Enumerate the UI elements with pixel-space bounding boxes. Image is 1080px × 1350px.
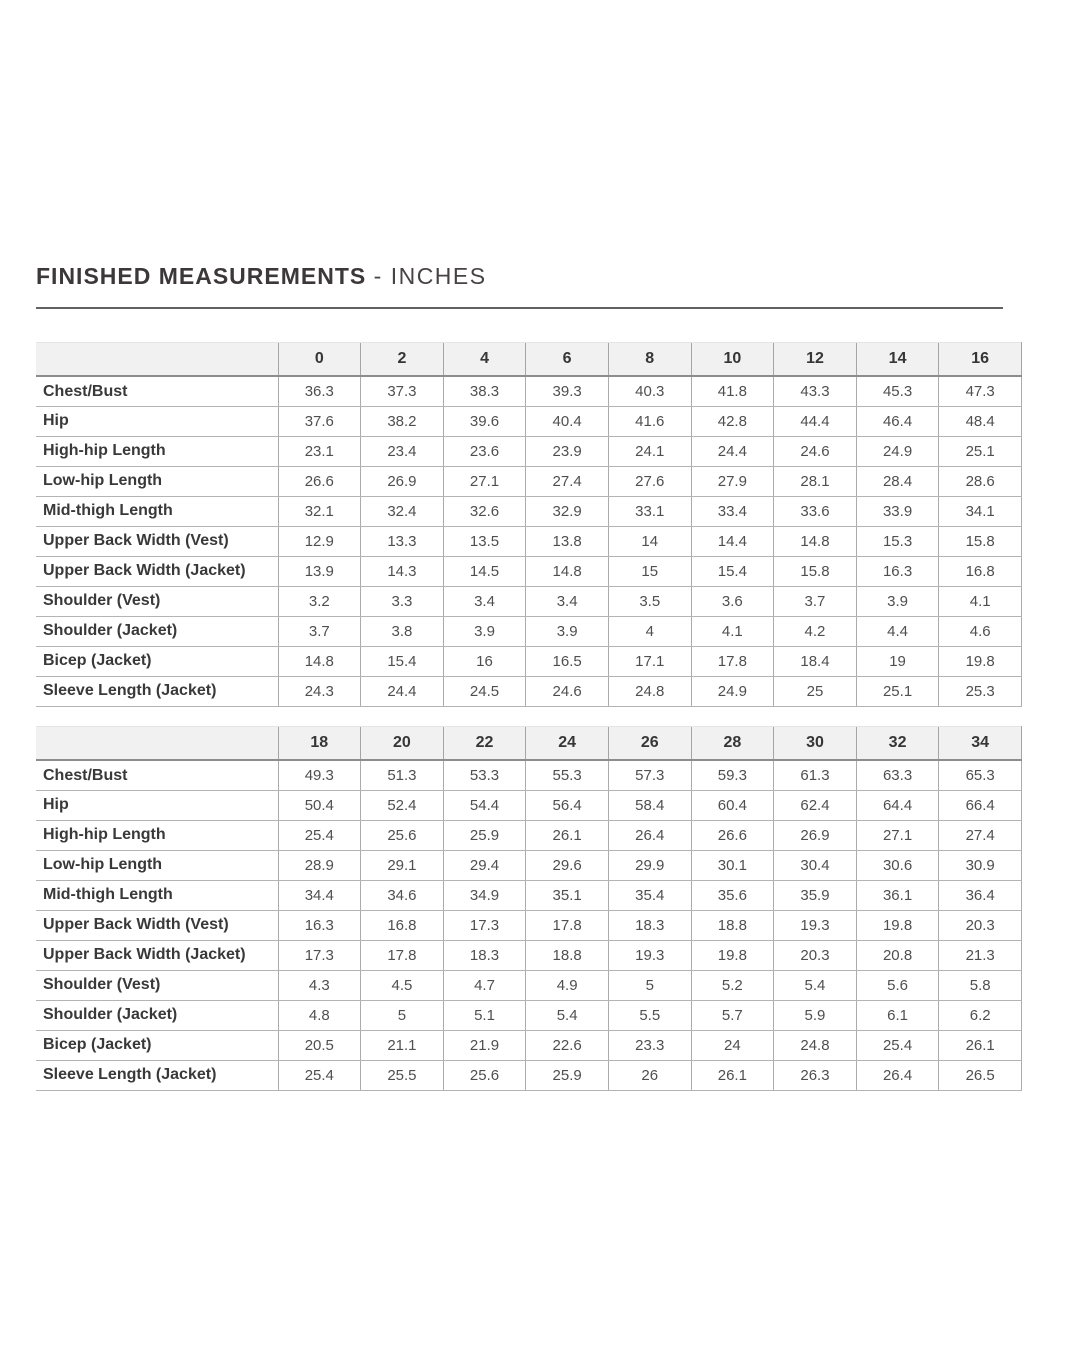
measurement-value-cell: 42.8 bbox=[691, 406, 774, 436]
measurement-row bbox=[36, 940, 1022, 970]
measurement-value-cell: 40.4 bbox=[526, 406, 609, 436]
measurement-value-cell: 48.4 bbox=[939, 406, 1022, 436]
measurement-value-cell: 29.6 bbox=[526, 850, 609, 880]
measurement-row-label: Bicep (Jacket) bbox=[36, 646, 278, 676]
measurement-value-cell: 25.9 bbox=[443, 820, 526, 850]
measurement-value-cell: 34.4 bbox=[278, 880, 361, 910]
size-header-row bbox=[36, 342, 1022, 376]
measurement-value-cell: 44.4 bbox=[774, 406, 857, 436]
measurement-value-cell: 13.5 bbox=[443, 526, 526, 556]
measurement-value-cell: 17.3 bbox=[443, 910, 526, 940]
measurement-row bbox=[36, 790, 1022, 820]
measurement-value-cell: 24 bbox=[691, 1030, 774, 1060]
measurement-row bbox=[36, 406, 1022, 436]
measurement-value-cell: 34.6 bbox=[361, 880, 444, 910]
measurement-value-cell: 20.3 bbox=[939, 910, 1022, 940]
measurement-row bbox=[36, 676, 1022, 706]
measurement-row-label: Upper Back Width (Jacket) bbox=[36, 556, 278, 586]
measurement-value-cell: 13.3 bbox=[361, 526, 444, 556]
measurement-value-cell: 3.7 bbox=[278, 616, 361, 646]
measurement-value-cell: 26.6 bbox=[278, 466, 361, 496]
measurement-value-cell: 15.3 bbox=[856, 526, 939, 556]
measurement-value-cell: 13.8 bbox=[526, 526, 609, 556]
measurement-value-cell: 3.7 bbox=[774, 586, 857, 616]
measurement-value-cell: 4.9 bbox=[526, 970, 609, 1000]
measurement-value-cell: 14.4 bbox=[691, 526, 774, 556]
measurement-value-cell: 4.6 bbox=[939, 616, 1022, 646]
measurement-row bbox=[36, 556, 1022, 586]
measurement-value-cell: 27.1 bbox=[856, 820, 939, 850]
measurement-value-cell: 23.6 bbox=[443, 436, 526, 466]
measurement-value-cell: 3.3 bbox=[361, 586, 444, 616]
measurement-value-cell: 27.9 bbox=[691, 466, 774, 496]
measurement-value-cell: 3.5 bbox=[608, 586, 691, 616]
size-column-header: 14 bbox=[856, 342, 939, 376]
measurement-value-cell: 3.6 bbox=[691, 586, 774, 616]
measurement-value-cell: 35.6 bbox=[691, 880, 774, 910]
measurement-value-cell: 18.8 bbox=[691, 910, 774, 940]
page-title bbox=[36, 262, 1044, 291]
measurement-value-cell: 25.1 bbox=[856, 676, 939, 706]
measurement-value-cell: 19 bbox=[856, 646, 939, 676]
measurement-value-cell: 15.4 bbox=[361, 646, 444, 676]
measurement-value-cell: 18.4 bbox=[774, 646, 857, 676]
measurement-value-cell: 24.3 bbox=[278, 676, 361, 706]
measurement-row-label: Upper Back Width (Vest) bbox=[36, 526, 278, 556]
size-column-header: 16 bbox=[939, 342, 1022, 376]
size-column-header: 26 bbox=[608, 726, 691, 760]
measurement-value-cell: 30.1 bbox=[691, 850, 774, 880]
measurement-value-cell: 17.1 bbox=[608, 646, 691, 676]
measurement-value-cell: 27.4 bbox=[939, 820, 1022, 850]
measurement-row bbox=[36, 970, 1022, 1000]
measurement-value-cell: 55.3 bbox=[526, 760, 609, 790]
measurement-value-cell: 35.9 bbox=[774, 880, 857, 910]
measurement-value-cell: 17.8 bbox=[691, 646, 774, 676]
measurement-value-cell: 18.3 bbox=[608, 910, 691, 940]
measurement-value-cell: 27.6 bbox=[608, 466, 691, 496]
measurement-value-cell: 32.9 bbox=[526, 496, 609, 526]
measurement-value-cell: 16.5 bbox=[526, 646, 609, 676]
measurement-value-cell: 17.8 bbox=[361, 940, 444, 970]
finished-measurements-table-sizes-0-16 bbox=[36, 342, 1022, 707]
size-column-header: 22 bbox=[443, 726, 526, 760]
measurement-value-cell: 66.4 bbox=[939, 790, 1022, 820]
size-column-header: 4 bbox=[443, 342, 526, 376]
measurement-row bbox=[36, 436, 1022, 466]
measurement-value-cell: 26 bbox=[608, 1060, 691, 1090]
measurement-value-cell: 24.8 bbox=[608, 676, 691, 706]
measurement-value-cell: 35.4 bbox=[608, 880, 691, 910]
measurement-value-cell: 25.3 bbox=[939, 676, 1022, 706]
page-title-unit: - INCHES bbox=[373, 263, 487, 289]
measurement-value-cell: 5.5 bbox=[608, 1000, 691, 1030]
title-divider bbox=[36, 307, 1003, 309]
measurement-value-cell: 23.9 bbox=[526, 436, 609, 466]
measurement-value-cell: 32.6 bbox=[443, 496, 526, 526]
measurement-value-cell: 64.4 bbox=[856, 790, 939, 820]
measurement-value-cell: 20.8 bbox=[856, 940, 939, 970]
size-column-header: 0 bbox=[278, 342, 361, 376]
measurement-value-cell: 26.9 bbox=[774, 820, 857, 850]
measurement-row bbox=[36, 820, 1022, 850]
size-column-header: 6 bbox=[526, 342, 609, 376]
measurement-value-cell: 37.3 bbox=[361, 376, 444, 406]
measurement-row bbox=[36, 1000, 1022, 1030]
measurement-value-cell: 39.6 bbox=[443, 406, 526, 436]
measurement-row-label: Upper Back Width (Vest) bbox=[36, 910, 278, 940]
measurement-value-cell: 60.4 bbox=[691, 790, 774, 820]
measurement-row bbox=[36, 526, 1022, 556]
measurement-value-cell: 23.4 bbox=[361, 436, 444, 466]
measurement-value-cell: 15 bbox=[608, 556, 691, 586]
measurement-value-cell: 58.4 bbox=[608, 790, 691, 820]
measurement-row bbox=[36, 586, 1022, 616]
measurement-row bbox=[36, 1060, 1022, 1090]
size-column-header: 18 bbox=[278, 726, 361, 760]
measurement-value-cell: 26.3 bbox=[774, 1060, 857, 1090]
size-column-header: 8 bbox=[608, 342, 691, 376]
measurement-value-cell: 27.4 bbox=[526, 466, 609, 496]
measurement-value-cell: 5.9 bbox=[774, 1000, 857, 1030]
measurement-value-cell: 3.9 bbox=[526, 616, 609, 646]
measurement-row-label: Shoulder (Vest) bbox=[36, 970, 278, 1000]
measurement-value-cell: 38.3 bbox=[443, 376, 526, 406]
measurement-row bbox=[36, 880, 1022, 910]
measurement-value-cell: 29.9 bbox=[608, 850, 691, 880]
measurement-row-label: Shoulder (Vest) bbox=[36, 586, 278, 616]
measurement-value-cell: 30.6 bbox=[856, 850, 939, 880]
measurement-row-label: High-hip Length bbox=[36, 820, 278, 850]
measurement-value-cell: 4 bbox=[608, 616, 691, 646]
measurement-value-cell: 26.4 bbox=[856, 1060, 939, 1090]
measurement-value-cell: 5.6 bbox=[856, 970, 939, 1000]
measurement-value-cell: 37.6 bbox=[278, 406, 361, 436]
measurement-value-cell: 43.3 bbox=[774, 376, 857, 406]
measurement-row-label: Chest/Bust bbox=[36, 760, 278, 790]
measurement-row bbox=[36, 616, 1022, 646]
measurement-value-cell: 53.3 bbox=[443, 760, 526, 790]
measurement-value-cell: 5 bbox=[361, 1000, 444, 1030]
measurement-value-cell: 62.4 bbox=[774, 790, 857, 820]
measurement-value-cell: 16.3 bbox=[856, 556, 939, 586]
measurement-value-cell: 3.4 bbox=[443, 586, 526, 616]
measurement-row-label: Sleeve Length (Jacket) bbox=[36, 1060, 278, 1090]
measurement-row-label: Upper Back Width (Jacket) bbox=[36, 940, 278, 970]
measurement-value-cell: 19.8 bbox=[856, 910, 939, 940]
measurement-value-cell: 24.9 bbox=[691, 676, 774, 706]
measurement-value-cell: 25.5 bbox=[361, 1060, 444, 1090]
measurement-row-label: Bicep (Jacket) bbox=[36, 1030, 278, 1060]
measurement-value-cell: 33.6 bbox=[774, 496, 857, 526]
measurement-value-cell: 23.1 bbox=[278, 436, 361, 466]
size-column-header: 24 bbox=[526, 726, 609, 760]
measurement-value-cell: 16.3 bbox=[278, 910, 361, 940]
measurement-value-cell: 26.1 bbox=[939, 1030, 1022, 1060]
measurement-value-cell: 27.1 bbox=[443, 466, 526, 496]
measurement-row bbox=[36, 1030, 1022, 1060]
measurement-value-cell: 24.5 bbox=[443, 676, 526, 706]
measurement-row-label: Low-hip Length bbox=[36, 850, 278, 880]
measurement-value-cell: 25.4 bbox=[278, 820, 361, 850]
measurement-value-cell: 18.8 bbox=[526, 940, 609, 970]
measurement-value-cell: 65.3 bbox=[939, 760, 1022, 790]
measurement-row bbox=[36, 466, 1022, 496]
measurement-row bbox=[36, 496, 1022, 526]
measurement-row-label: Sleeve Length (Jacket) bbox=[36, 676, 278, 706]
measurement-value-cell: 5.1 bbox=[443, 1000, 526, 1030]
size-column-header: 20 bbox=[361, 726, 444, 760]
measurement-value-cell: 40.3 bbox=[608, 376, 691, 406]
measurement-row-label: High-hip Length bbox=[36, 436, 278, 466]
measurement-value-cell: 28.4 bbox=[856, 466, 939, 496]
measurement-value-cell: 33.1 bbox=[608, 496, 691, 526]
measurement-value-cell: 3.8 bbox=[361, 616, 444, 646]
measurement-value-cell: 24.9 bbox=[856, 436, 939, 466]
measurement-value-cell: 41.8 bbox=[691, 376, 774, 406]
measurement-value-cell: 3.9 bbox=[443, 616, 526, 646]
measurement-row bbox=[36, 850, 1022, 880]
measurement-value-cell: 12.9 bbox=[278, 526, 361, 556]
measurement-value-cell: 4.8 bbox=[278, 1000, 361, 1030]
measurement-value-cell: 14.3 bbox=[361, 556, 444, 586]
measurement-value-cell: 17.8 bbox=[526, 910, 609, 940]
measurement-value-cell: 4.3 bbox=[278, 970, 361, 1000]
measurement-value-cell: 47.3 bbox=[939, 376, 1022, 406]
measurement-value-cell: 24.8 bbox=[774, 1030, 857, 1060]
measurement-value-cell: 26.1 bbox=[526, 820, 609, 850]
measurement-value-cell: 34.9 bbox=[443, 880, 526, 910]
measurement-value-cell: 6.1 bbox=[856, 1000, 939, 1030]
measurement-value-cell: 38.2 bbox=[361, 406, 444, 436]
measurement-row bbox=[36, 376, 1022, 406]
measurement-value-cell: 30.9 bbox=[939, 850, 1022, 880]
measurement-row-label: Low-hip Length bbox=[36, 466, 278, 496]
measurement-value-cell: 14.8 bbox=[774, 526, 857, 556]
size-column-header: 10 bbox=[691, 342, 774, 376]
measurement-value-cell: 19.3 bbox=[608, 940, 691, 970]
measurement-value-cell: 46.4 bbox=[856, 406, 939, 436]
measurement-row-label: Shoulder (Jacket) bbox=[36, 1000, 278, 1030]
measurement-value-cell: 25.9 bbox=[526, 1060, 609, 1090]
measurement-value-cell: 50.4 bbox=[278, 790, 361, 820]
size-column-header: 32 bbox=[856, 726, 939, 760]
measurement-value-cell: 21.3 bbox=[939, 940, 1022, 970]
measurement-value-cell: 13.9 bbox=[278, 556, 361, 586]
measurement-value-cell: 33.4 bbox=[691, 496, 774, 526]
finished-measurements-table-sizes-18-34 bbox=[36, 726, 1022, 1091]
measurement-value-cell: 3.4 bbox=[526, 586, 609, 616]
size-column-header: 30 bbox=[774, 726, 857, 760]
measurement-value-cell: 35.1 bbox=[526, 880, 609, 910]
measurement-value-cell: 54.4 bbox=[443, 790, 526, 820]
measurement-value-cell: 4.1 bbox=[691, 616, 774, 646]
measurement-row bbox=[36, 910, 1022, 940]
measurement-value-cell: 14.8 bbox=[278, 646, 361, 676]
measurement-value-cell: 28.1 bbox=[774, 466, 857, 496]
measurement-value-cell: 32.1 bbox=[278, 496, 361, 526]
measurement-value-cell: 16.8 bbox=[939, 556, 1022, 586]
measurement-value-cell: 26.5 bbox=[939, 1060, 1022, 1090]
measurement-value-cell: 56.4 bbox=[526, 790, 609, 820]
measurement-value-cell: 59.3 bbox=[691, 760, 774, 790]
measurement-value-cell: 41.6 bbox=[608, 406, 691, 436]
measurement-row-label: Hip bbox=[36, 406, 278, 436]
measurement-value-cell: 25.4 bbox=[278, 1060, 361, 1090]
measurement-value-cell: 5.7 bbox=[691, 1000, 774, 1030]
measurement-value-cell: 33.9 bbox=[856, 496, 939, 526]
measurement-chart-page bbox=[36, 262, 1044, 1091]
measurement-value-cell: 34.1 bbox=[939, 496, 1022, 526]
measurement-row-label: Mid-thigh Length bbox=[36, 496, 278, 526]
measurement-value-cell: 28.9 bbox=[278, 850, 361, 880]
measurement-value-cell: 25.6 bbox=[443, 1060, 526, 1090]
measurement-value-cell: 14.8 bbox=[526, 556, 609, 586]
measurement-value-cell: 21.1 bbox=[361, 1030, 444, 1060]
header-corner-cell bbox=[36, 726, 278, 760]
measurement-value-cell: 17.3 bbox=[278, 940, 361, 970]
measurement-value-cell: 15.8 bbox=[939, 526, 1022, 556]
measurement-value-cell: 22.6 bbox=[526, 1030, 609, 1060]
measurement-value-cell: 3.9 bbox=[856, 586, 939, 616]
measurement-value-cell: 19.8 bbox=[939, 646, 1022, 676]
measurement-value-cell: 36.3 bbox=[278, 376, 361, 406]
size-column-header: 12 bbox=[774, 342, 857, 376]
measurement-value-cell: 51.3 bbox=[361, 760, 444, 790]
measurement-value-cell: 20.5 bbox=[278, 1030, 361, 1060]
measurement-value-cell: 36.4 bbox=[939, 880, 1022, 910]
measurement-value-cell: 61.3 bbox=[774, 760, 857, 790]
measurement-value-cell: 39.3 bbox=[526, 376, 609, 406]
measurement-value-cell: 19.8 bbox=[691, 940, 774, 970]
measurement-value-cell: 4.4 bbox=[856, 616, 939, 646]
measurement-value-cell: 25.1 bbox=[939, 436, 1022, 466]
header-corner-cell bbox=[36, 342, 278, 376]
measurement-value-cell: 14.5 bbox=[443, 556, 526, 586]
measurement-row-label: Shoulder (Jacket) bbox=[36, 616, 278, 646]
page-title-main: FINISHED MEASUREMENTS bbox=[36, 263, 367, 289]
size-header-row bbox=[36, 726, 1022, 760]
measurement-value-cell: 5.2 bbox=[691, 970, 774, 1000]
measurement-value-cell: 25.6 bbox=[361, 820, 444, 850]
measurement-value-cell: 28.6 bbox=[939, 466, 1022, 496]
measurement-value-cell: 15.4 bbox=[691, 556, 774, 586]
measurement-value-cell: 5.8 bbox=[939, 970, 1022, 1000]
measurement-value-cell: 19.3 bbox=[774, 910, 857, 940]
measurement-value-cell: 45.3 bbox=[856, 376, 939, 406]
measurement-value-cell: 25 bbox=[774, 676, 857, 706]
measurement-value-cell: 49.3 bbox=[278, 760, 361, 790]
measurement-value-cell: 26.4 bbox=[608, 820, 691, 850]
size-column-header: 34 bbox=[939, 726, 1022, 760]
measurement-value-cell: 26.6 bbox=[691, 820, 774, 850]
measurement-value-cell: 29.1 bbox=[361, 850, 444, 880]
measurement-row-label: Hip bbox=[36, 790, 278, 820]
measurement-value-cell: 5.4 bbox=[774, 970, 857, 1000]
measurement-value-cell: 4.1 bbox=[939, 586, 1022, 616]
measurement-value-cell: 24.4 bbox=[691, 436, 774, 466]
measurement-value-cell: 16 bbox=[443, 646, 526, 676]
measurement-value-cell: 52.4 bbox=[361, 790, 444, 820]
measurement-value-cell: 25.4 bbox=[856, 1030, 939, 1060]
measurement-value-cell: 5.4 bbox=[526, 1000, 609, 1030]
measurement-value-cell: 24.6 bbox=[526, 676, 609, 706]
measurement-value-cell: 30.4 bbox=[774, 850, 857, 880]
measurement-value-cell: 24.1 bbox=[608, 436, 691, 466]
measurement-value-cell: 26.9 bbox=[361, 466, 444, 496]
measurement-value-cell: 3.2 bbox=[278, 586, 361, 616]
measurement-row bbox=[36, 646, 1022, 676]
measurement-value-cell: 24.6 bbox=[774, 436, 857, 466]
measurement-row bbox=[36, 760, 1022, 790]
measurement-value-cell: 4.5 bbox=[361, 970, 444, 1000]
measurement-row-label: Mid-thigh Length bbox=[36, 880, 278, 910]
measurement-value-cell: 4.7 bbox=[443, 970, 526, 1000]
measurement-value-cell: 4.2 bbox=[774, 616, 857, 646]
size-column-header: 2 bbox=[361, 342, 444, 376]
measurement-value-cell: 24.4 bbox=[361, 676, 444, 706]
measurement-value-cell: 16.8 bbox=[361, 910, 444, 940]
measurement-value-cell: 29.4 bbox=[443, 850, 526, 880]
measurement-value-cell: 5 bbox=[608, 970, 691, 1000]
measurement-value-cell: 18.3 bbox=[443, 940, 526, 970]
measurement-value-cell: 21.9 bbox=[443, 1030, 526, 1060]
measurement-value-cell: 32.4 bbox=[361, 496, 444, 526]
measurement-value-cell: 15.8 bbox=[774, 556, 857, 586]
measurement-value-cell: 6.2 bbox=[939, 1000, 1022, 1030]
measurement-value-cell: 63.3 bbox=[856, 760, 939, 790]
measurement-row-label: Chest/Bust bbox=[36, 376, 278, 406]
size-column-header: 28 bbox=[691, 726, 774, 760]
measurement-value-cell: 20.3 bbox=[774, 940, 857, 970]
measurement-value-cell: 57.3 bbox=[608, 760, 691, 790]
measurement-value-cell: 26.1 bbox=[691, 1060, 774, 1090]
measurement-value-cell: 14 bbox=[608, 526, 691, 556]
measurement-value-cell: 36.1 bbox=[856, 880, 939, 910]
measurement-value-cell: 23.3 bbox=[608, 1030, 691, 1060]
